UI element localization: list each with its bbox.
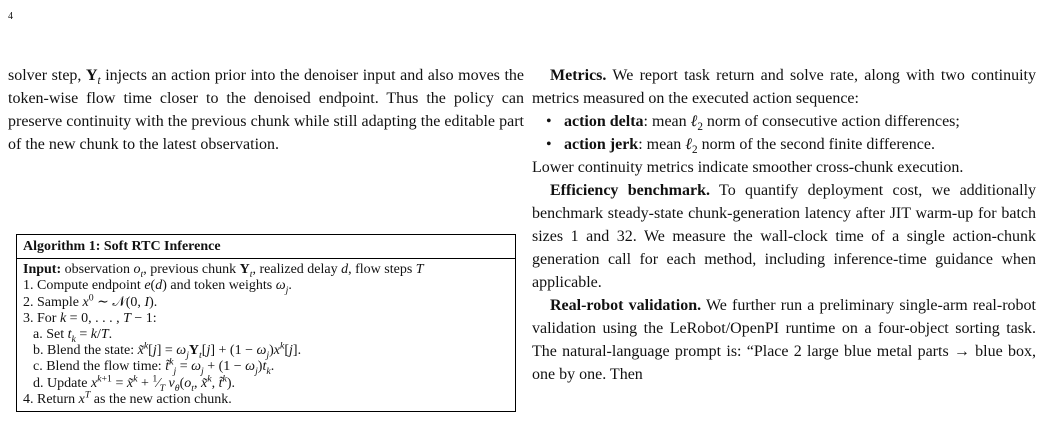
- algorithm-input: Input: observation $o_t$, previous chunk $Y_t$, realized delay d, flow steps T: [23, 262, 424, 280]
- efficiency-paragraph: Efficiency benchmark. To quantify deployment cost, we additionally benchmark steady-state chunk-generation latency after JIT warm-up for batch sizes 1 and 32. We measure the wall-clock time of a single action-chunk generation call for each method, including inference-time guidance when applicable.: [532, 182, 1037, 291]
- algorithm-step-1: 1. Compute endpoint e(d) and token weights $\omega_j$.: [23, 278, 292, 297]
- algorithm-step-3d: d. Update $x^{k+1}$ = x̃$^k$ + $^1⁄_T$ $v_\theta(o_t$, x̃$^k$, t̃$^k$).: [33, 372, 235, 394]
- continuity-note: Lower continuity metrics indicate smoother cross-chunk execution.: [532, 159, 964, 176]
- realrobot-paragraph: Real-robot validation. We further run a preliminary single-arm real-robot validation using the LeRobot/OpenPI runtime on a four-object sorting task. The natural-language prompt is: “Place 2 large blue metal parts → blue box, one by one. Then: [532, 297, 1036, 383]
- algorithm-step-3c: c. Blend the flow time: t̃$^k_j$ = $\omega_j + (1 - \omega_j)t_k$.: [33, 356, 275, 378]
- metrics-heading: Metrics.: [550, 67, 607, 84]
- algorithm-step-3a: a. Set $t_k = k/T$.: [33, 327, 113, 345]
- algorithm-step-4: 4. Return $x^T$ as the new action chunk.: [23, 389, 232, 407]
- metrics-paragraph: Metrics. We report task return and solve rate, along with two continuity metrics measured on the executed action sequence:: [532, 67, 1037, 107]
- left-column: [8, 64, 524, 156]
- list-item: • action jerk: mean ℓ$_2$ norm of the second finite difference.: [546, 136, 935, 157]
- left-paragraph: solver step, $Y_t$ injects an action prior into the denoiser input and also moves the token-wise flow time closer to the denoised endpoint. Thus the policy can preserve continuity with the previous chunk while still adapting the editable part of the new chunk to the latest observation.: [8, 67, 524, 153]
- right-column: [532, 64, 1036, 386]
- algorithm-step-3b: b. Blend the state: x̃$^k$[j] = $\omega_jY_t[j] + (1 - \omega_j)x^k[j]$.: [33, 340, 302, 362]
- algorithm-step-3: 3. For k = 0, . . . , T − 1:: [23, 310, 157, 326]
- algorithm-box: [16, 234, 516, 412]
- page-number: 4: [8, 11, 13, 22]
- metrics-list: [532, 110, 1036, 156]
- efficiency-heading: Efficiency benchmark.: [550, 182, 710, 199]
- list-item: • action delta: mean ℓ$_2$ norm of consecutive action differences;: [546, 113, 960, 134]
- realrobot-heading: Real-robot validation.: [550, 297, 702, 314]
- algorithm-title: Algorithm 1: Soft RTC Inference: [17, 239, 515, 259]
- algorithm-step-2: 2. Sample $x^0$ ∼ 𝒩(0, I).: [23, 291, 158, 310]
